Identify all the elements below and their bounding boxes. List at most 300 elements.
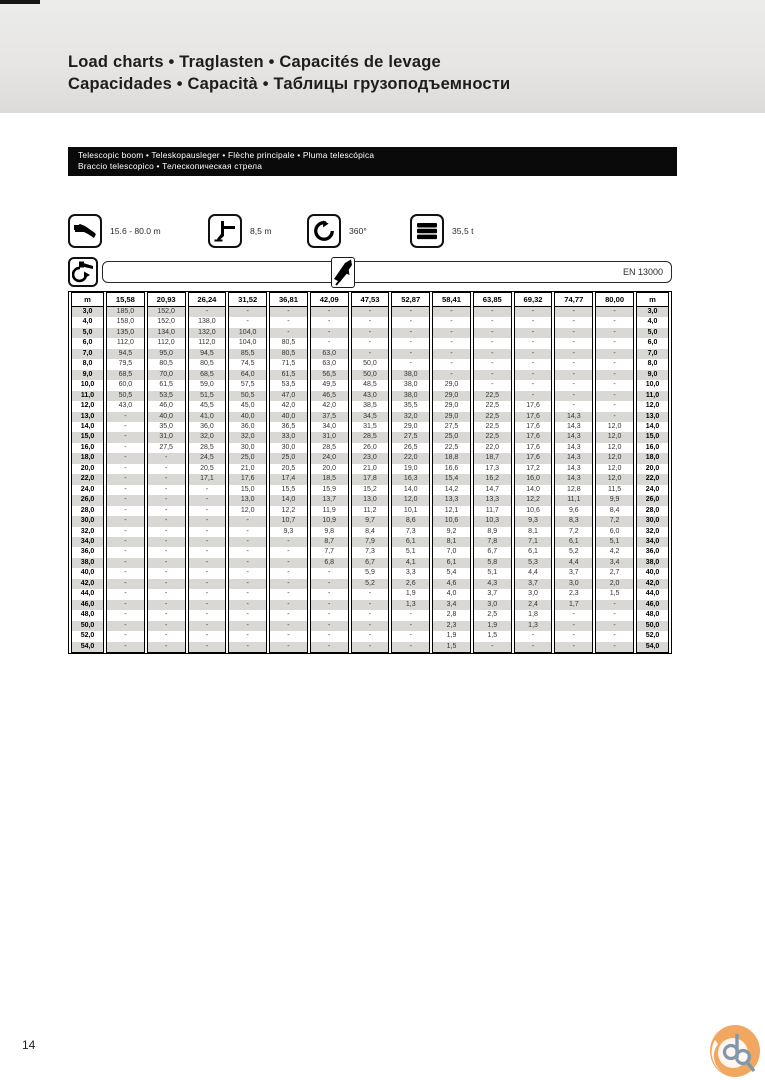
load-value-cell: - — [188, 610, 227, 620]
load-value-cell: - — [595, 610, 634, 620]
load-value-cell: - — [554, 642, 593, 653]
load-value-cell: - — [351, 642, 390, 653]
load-value-cell: 1,5 — [473, 631, 512, 641]
load-value-cell: 3,4 — [595, 558, 634, 568]
load-value-cell: 20,0 — [310, 464, 349, 474]
load-value-cell: 2,5 — [473, 610, 512, 620]
load-value-cell: 3,4 — [432, 600, 471, 610]
load-value-cell: 80,5 — [269, 349, 308, 359]
load-value-cell: - — [228, 307, 267, 317]
load-value-cell: 43,0 — [106, 401, 145, 411]
radius-cell: 54,0 — [71, 642, 104, 653]
radius-cell: 18,0 — [636, 453, 669, 463]
load-value-cell: 152,0 — [147, 317, 186, 327]
load-value-cell: 32,0 — [391, 412, 430, 422]
load-value-cell: - — [432, 359, 471, 369]
load-value-cell: 38,0 — [391, 370, 430, 380]
load-value-cell: - — [106, 558, 145, 568]
load-table-row — [71, 422, 669, 432]
load-value-cell: 40,0 — [147, 412, 186, 422]
load-table-row — [71, 412, 669, 422]
load-table-row — [71, 432, 669, 442]
load-value-cell: 14,2 — [432, 485, 471, 495]
load-value-cell: - — [351, 307, 390, 317]
boom-rotation-icon — [68, 257, 98, 287]
load-value-cell: 12,1 — [432, 506, 471, 516]
load-value-cell: 68,5 — [188, 370, 227, 380]
load-value-cell: - — [228, 589, 267, 599]
load-value-cell: 9,6 — [554, 506, 593, 516]
load-value-cell: - — [554, 610, 593, 620]
radius-cell: 8,0 — [71, 359, 104, 369]
radius-cell: 16,0 — [636, 443, 669, 453]
load-value-cell: - — [554, 349, 593, 359]
radius-cell: 42,0 — [636, 579, 669, 589]
load-value-cell: 4,4 — [554, 558, 593, 568]
load-value-cell: - — [228, 621, 267, 631]
radius-cell: 36,0 — [636, 547, 669, 557]
radius-cell: 11,0 — [71, 391, 104, 401]
load-value-cell: - — [269, 547, 308, 557]
radius-cell: 38,0 — [636, 558, 669, 568]
radius-cell: 40,0 — [71, 568, 104, 578]
load-value-cell: 27,5 — [391, 432, 430, 442]
radius-cell: 28,0 — [71, 506, 104, 516]
load-value-cell: - — [269, 631, 308, 641]
load-value-cell: - — [228, 610, 267, 620]
load-value-cell: 42,0 — [269, 401, 308, 411]
section-title-line2: Braccio telescopico • Телескопическая стрела — [78, 161, 263, 171]
load-value-cell: - — [595, 642, 634, 653]
load-value-cell: - — [147, 568, 186, 578]
section-title-bar — [68, 147, 677, 176]
load-value-cell: 11,1 — [554, 495, 593, 505]
load-value-cell: - — [391, 338, 430, 348]
load-value-cell: - — [188, 600, 227, 610]
load-value-cell: - — [595, 370, 634, 380]
crane-network-logo — [708, 1024, 762, 1078]
load-table-header — [71, 292, 669, 307]
load-value-cell: 48,5 — [351, 380, 390, 390]
load-value-cell: - — [269, 610, 308, 620]
load-value-cell: 7,2 — [554, 527, 593, 537]
load-value-cell: - — [310, 589, 349, 599]
radius-cell: 9,0 — [636, 370, 669, 380]
load-value-cell: - — [351, 338, 390, 348]
load-value-cell: - — [106, 464, 145, 474]
load-value-cell: - — [228, 558, 267, 568]
load-value-cell: 19,0 — [391, 464, 430, 474]
load-table-row — [71, 516, 669, 526]
load-value-cell: 63,0 — [310, 349, 349, 359]
load-value-cell: - — [595, 621, 634, 631]
load-value-cell: 20,5 — [188, 464, 227, 474]
load-value-cell: 68,5 — [106, 370, 145, 380]
load-value-cell: 12,0 — [595, 453, 634, 463]
load-table-row — [71, 600, 669, 610]
load-value-cell: 38,0 — [391, 391, 430, 401]
radius-cell: 50,0 — [71, 621, 104, 631]
load-table-row — [71, 610, 669, 620]
boom-length-header: 52,87 — [391, 292, 430, 307]
radius-cell: 38,0 — [71, 558, 104, 568]
load-value-cell: 14,3 — [554, 443, 593, 453]
radius-cell: 5,0 — [71, 328, 104, 338]
load-value-cell: 17,4 — [269, 474, 308, 484]
load-value-cell: 34,0 — [310, 422, 349, 432]
load-value-cell: 5,9 — [351, 568, 390, 578]
radius-cell: 46,0 — [636, 600, 669, 610]
load-value-cell: 64,0 — [228, 370, 267, 380]
load-value-cell: - — [351, 610, 390, 620]
load-value-cell: 10,9 — [310, 516, 349, 526]
load-value-cell: 15,9 — [310, 485, 349, 495]
radius-cell: 44,0 — [636, 589, 669, 599]
radius-cell: 24,0 — [636, 485, 669, 495]
load-value-cell: 43,0 — [351, 391, 390, 401]
load-table-row — [71, 401, 669, 411]
load-table-header-row — [71, 292, 669, 307]
load-value-cell: 8,4 — [351, 527, 390, 537]
load-value-cell: 5,4 — [432, 568, 471, 578]
standard-label: EN 13000 — [622, 267, 663, 277]
radius-cell: 10,0 — [636, 380, 669, 390]
load-value-cell: - — [188, 568, 227, 578]
load-value-cell: 27,5 — [147, 443, 186, 453]
load-table-row — [71, 621, 669, 631]
load-value-cell: - — [188, 631, 227, 641]
load-value-cell: 51,5 — [188, 391, 227, 401]
load-value-cell: 12,0 — [595, 443, 634, 453]
load-value-cell: - — [514, 391, 553, 401]
load-value-cell: 35,0 — [147, 422, 186, 432]
load-value-cell: - — [147, 537, 186, 547]
boom-length-header: 69,32 — [514, 292, 553, 307]
load-value-cell: - — [595, 359, 634, 369]
boom-length-header: 15,58 — [106, 292, 145, 307]
load-value-cell: 17,6 — [514, 422, 553, 432]
load-value-cell: - — [391, 631, 430, 641]
load-table-row — [71, 328, 669, 338]
radius-cell: 40,0 — [636, 568, 669, 578]
load-table-row — [71, 547, 669, 557]
load-value-cell: 31,0 — [310, 432, 349, 442]
load-value-cell: 16,6 — [432, 464, 471, 474]
page-title-line1: Load charts • Traglasten • Capacités de levage — [68, 53, 441, 71]
load-value-cell: 14,3 — [554, 412, 593, 422]
load-table-row — [71, 443, 669, 453]
load-value-cell: 158,0 — [106, 317, 145, 327]
radius-cell: 3,0 — [71, 307, 104, 317]
load-value-cell: - — [106, 453, 145, 463]
boom-length-header: 36,81 — [269, 292, 308, 307]
load-value-cell: - — [351, 621, 390, 631]
load-value-cell: 8,6 — [391, 516, 430, 526]
radius-cell: 12,0 — [71, 401, 104, 411]
load-value-cell: 5,1 — [391, 547, 430, 557]
load-value-cell: 104,0 — [228, 338, 267, 348]
load-value-cell: 22,5 — [473, 401, 512, 411]
load-value-cell: 10,6 — [514, 506, 553, 516]
load-value-cell: 2,3 — [432, 621, 471, 631]
load-value-cell: 18,8 — [432, 453, 471, 463]
load-value-cell: - — [188, 642, 227, 653]
load-value-cell: - — [106, 537, 145, 547]
load-value-cell: - — [228, 527, 267, 537]
load-value-cell: 12,0 — [391, 495, 430, 505]
load-table-row — [71, 380, 669, 390]
radius-cell: 26,0 — [636, 495, 669, 505]
load-value-cell: 1,7 — [554, 600, 593, 610]
load-value-cell: - — [106, 579, 145, 589]
header-band — [0, 0, 765, 113]
load-value-cell: 14,3 — [554, 432, 593, 442]
load-value-cell: - — [147, 527, 186, 537]
load-value-cell: 5,8 — [473, 558, 512, 568]
load-value-cell: 14,0 — [514, 485, 553, 495]
radius-cell: 52,0 — [636, 631, 669, 641]
page-title — [68, 52, 510, 95]
load-value-cell: - — [595, 412, 634, 422]
load-value-cell: - — [269, 328, 308, 338]
load-value-cell: - — [147, 579, 186, 589]
radius-cell: 30,0 — [636, 516, 669, 526]
load-value-cell: 3,7 — [514, 579, 553, 589]
load-value-cell: - — [188, 537, 227, 547]
radius-cell: 13,0 — [636, 412, 669, 422]
radius-cell: 16,0 — [71, 443, 104, 453]
load-value-cell: - — [595, 401, 634, 411]
load-value-cell: 152,0 — [147, 307, 186, 317]
load-value-cell: 12,0 — [595, 464, 634, 474]
load-value-cell: - — [188, 307, 227, 317]
spec-slewing — [307, 213, 367, 249]
load-value-cell: - — [106, 642, 145, 653]
load-value-cell: - — [188, 516, 227, 526]
load-table-row — [71, 495, 669, 505]
load-value-cell: 15,4 — [432, 474, 471, 484]
load-value-cell: 3,0 — [554, 579, 593, 589]
load-value-cell: - — [269, 568, 308, 578]
load-chart-table — [68, 291, 672, 654]
load-table-row — [71, 359, 669, 369]
load-value-cell: - — [188, 621, 227, 631]
load-value-cell: - — [147, 610, 186, 620]
load-value-cell: 2,7 — [595, 568, 634, 578]
load-value-cell: 132,0 — [188, 328, 227, 338]
load-value-cell: - — [147, 631, 186, 641]
load-value-cell: - — [310, 317, 349, 327]
load-table-row — [71, 506, 669, 516]
counterweight-label: 35,5 t — [452, 226, 474, 236]
load-value-cell: - — [269, 579, 308, 589]
load-value-cell: 9,3 — [269, 527, 308, 537]
radius-cell: 22,0 — [71, 474, 104, 484]
radius-unit-header: m — [71, 292, 104, 307]
load-value-cell: 31,0 — [147, 432, 186, 442]
load-value-cell: 18,5 — [310, 474, 349, 484]
load-value-cell: 29,0 — [432, 401, 471, 411]
load-value-cell: 16,3 — [391, 474, 430, 484]
load-value-cell: - — [106, 516, 145, 526]
load-value-cell: 112,0 — [106, 338, 145, 348]
load-value-cell: - — [595, 349, 634, 359]
load-value-cell: - — [554, 370, 593, 380]
load-value-cell: 4,0 — [432, 589, 471, 599]
load-value-cell: 9,7 — [351, 516, 390, 526]
load-value-cell: 12,0 — [228, 506, 267, 516]
load-value-cell: 24,0 — [310, 453, 349, 463]
load-value-cell: 31,5 — [351, 422, 390, 432]
radius-cell: 36,0 — [71, 547, 104, 557]
load-table-row — [71, 537, 669, 547]
load-value-cell: - — [269, 621, 308, 631]
load-value-cell: - — [310, 642, 349, 653]
load-value-cell: 17,6 — [514, 401, 553, 411]
load-value-cell: 8,7 — [310, 537, 349, 547]
radius-cell: 9,0 — [71, 370, 104, 380]
load-value-cell: 16,2 — [473, 474, 512, 484]
load-table-row — [71, 391, 669, 401]
load-value-cell: - — [147, 547, 186, 557]
load-value-cell: - — [554, 391, 593, 401]
load-value-cell: 10,6 — [432, 516, 471, 526]
load-value-cell: 50,0 — [351, 359, 390, 369]
load-value-cell: - — [351, 589, 390, 599]
radius-cell: 22,0 — [636, 474, 669, 484]
load-value-cell: 17,6 — [514, 432, 553, 442]
load-value-cell: 6,1 — [391, 537, 430, 547]
load-value-cell: - — [106, 568, 145, 578]
load-value-cell: - — [595, 307, 634, 317]
load-value-cell: - — [514, 642, 553, 653]
load-value-cell: - — [595, 338, 634, 348]
load-value-cell: - — [106, 527, 145, 537]
load-value-cell: - — [147, 453, 186, 463]
load-value-cell: 1,3 — [514, 621, 553, 631]
load-value-cell: - — [228, 547, 267, 557]
load-value-cell: - — [310, 579, 349, 589]
load-value-cell: 20,5 — [269, 464, 308, 474]
load-table-row — [71, 307, 669, 317]
load-value-cell: - — [514, 359, 553, 369]
load-value-cell: 11,9 — [310, 506, 349, 516]
load-value-cell: - — [228, 600, 267, 610]
load-value-cell: - — [106, 600, 145, 610]
load-value-cell: 14,0 — [269, 495, 308, 505]
telescopic-boom-icon — [68, 214, 102, 248]
load-value-cell: 40,0 — [228, 412, 267, 422]
load-value-cell: 53,5 — [269, 380, 308, 390]
load-value-cell: - — [595, 380, 634, 390]
load-value-cell: - — [269, 642, 308, 653]
load-value-cell: 1,9 — [432, 631, 471, 641]
radius-cell: 26,0 — [71, 495, 104, 505]
load-value-cell: - — [310, 600, 349, 610]
load-value-cell: 74,5 — [228, 359, 267, 369]
load-value-cell: 3,0 — [514, 589, 553, 599]
load-table-row — [71, 568, 669, 578]
load-value-cell: - — [432, 338, 471, 348]
load-value-cell: 112,0 — [188, 338, 227, 348]
spec-outrigger — [208, 213, 272, 249]
load-value-cell: - — [473, 380, 512, 390]
load-value-cell: - — [595, 328, 634, 338]
load-value-cell: 22,0 — [473, 443, 512, 453]
radius-cell: 7,0 — [71, 349, 104, 359]
load-value-cell: 26,5 — [391, 443, 430, 453]
load-value-cell: 10,1 — [391, 506, 430, 516]
load-value-cell: - — [391, 317, 430, 327]
radius-cell: 42,0 — [71, 579, 104, 589]
load-value-cell: 70,0 — [147, 370, 186, 380]
radius-cell: 15,0 — [71, 432, 104, 442]
load-value-cell: 22,0 — [391, 453, 430, 463]
load-value-cell: 42,0 — [310, 401, 349, 411]
load-value-cell: - — [269, 600, 308, 610]
load-value-cell: - — [310, 631, 349, 641]
load-value-cell: - — [147, 474, 186, 484]
radius-cell: 6,0 — [71, 338, 104, 348]
load-value-cell: - — [188, 558, 227, 568]
spec-boom-range — [68, 213, 161, 249]
load-value-cell: 14,0 — [391, 485, 430, 495]
boom-length-header: 20,93 — [147, 292, 186, 307]
outrigger-base-icon — [208, 214, 242, 248]
load-value-cell: 14,7 — [473, 485, 512, 495]
load-table-row — [71, 453, 669, 463]
load-value-cell: - — [228, 568, 267, 578]
load-value-cell: - — [351, 631, 390, 641]
load-value-cell: 17,6 — [514, 412, 553, 422]
load-value-cell: 37,5 — [310, 412, 349, 422]
load-value-cell: - — [554, 317, 593, 327]
load-value-cell: - — [228, 631, 267, 641]
load-value-cell: 32,0 — [228, 432, 267, 442]
load-value-cell: - — [351, 317, 390, 327]
load-value-cell: 6,0 — [595, 527, 634, 537]
load-value-cell: - — [554, 401, 593, 411]
load-value-cell: 85,5 — [228, 349, 267, 359]
load-value-cell: 17,3 — [473, 464, 512, 474]
load-value-cell: 16,0 — [514, 474, 553, 484]
load-value-cell: - — [514, 631, 553, 641]
radius-cell: 24,0 — [71, 485, 104, 495]
load-value-cell: 46,5 — [310, 391, 349, 401]
load-value-cell: - — [106, 621, 145, 631]
load-value-cell: - — [147, 464, 186, 474]
load-value-cell: - — [554, 359, 593, 369]
load-table-row — [71, 370, 669, 380]
load-value-cell: 12,0 — [595, 474, 634, 484]
load-value-cell: - — [106, 631, 145, 641]
load-value-cell: - — [391, 307, 430, 317]
radius-cell: 13,0 — [71, 412, 104, 422]
load-value-cell: 5,2 — [554, 547, 593, 557]
radius-cell: 10,0 — [71, 380, 104, 390]
load-value-cell: 112,0 — [147, 338, 186, 348]
load-value-cell: - — [188, 495, 227, 505]
load-value-cell: - — [106, 412, 145, 422]
load-value-cell: 12,8 — [554, 485, 593, 495]
load-value-cell: 185,0 — [106, 307, 145, 317]
load-value-cell: - — [269, 537, 308, 547]
load-value-cell: 26,0 — [351, 443, 390, 453]
load-value-cell: 29,0 — [432, 412, 471, 422]
load-value-cell: 4,3 — [473, 579, 512, 589]
load-value-cell: 40,0 — [269, 412, 308, 422]
load-value-cell: 2,6 — [391, 579, 430, 589]
